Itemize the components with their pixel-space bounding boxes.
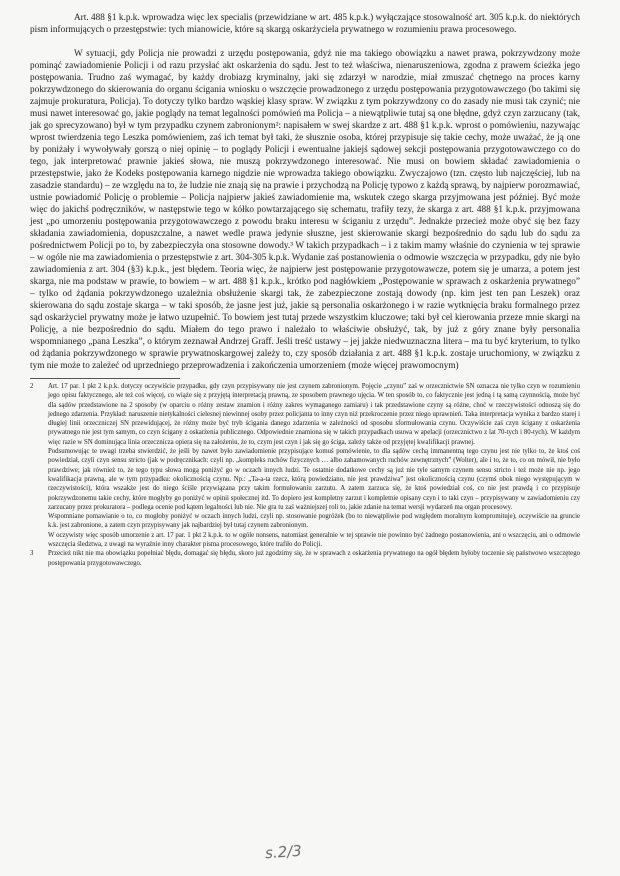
footnote-paragraph: Podsumowując te uwagi trzeba stwierdzić, że jeśli by nawet było zawiadomienie przypisujące komuś pomówienie, to dla sądów cechą immanentną tego czynu jest nie tylko to, że ktoś coś powiedział, czyli czyn sensu stricto (jak w podręcznikach: czyli np. „kompleks ruchów fizycznych … albo zahamowanych ruchów zewnętrznych” (Wolter), ale i to, że to, co on mówił, nie było prawdziwe; jak również to, że tego typu słowa mogą poniżyć go w oczach innych ludzi. Te ostatnie dodatkowe cechy są już nie tyle samym czynem sensu stricto i też może nie np. jego kwalifikacja prawną, ale w tym przypadku: okolicznością czynu. Np.: „Ta-a-ta rzecz, którą powiedziano, nie jest prawdziwa” jest okolicznością czynu (czymś obok niego występującym w rzeczywistości), która wszakże jest do niego ściśle przywiązana przy takim formułowaniu zarzutu. A zatem zarzuca się, że ktoś powiedział coś, co nie jest prawdą i co przypisuje pokrzywdzonemu takie cechy, które mogłyby go poniżyć w opinii społecznej itd. To dopiero jest kompletny zarzut i kompletnie opisany czyn i to taki czyn – przypisywany w zawiadomieniu czy zarzucany przez prokuratora – podlega ocenie pod kątem legalności lub nie. Nie gra tu zaś ważniejszej roli to, jakie zdanie na temat wersji wydarzeń ma organ procesowy. [48,448,580,511]
footnote-number: 2 [30,383,34,390]
footnote-paragraph: Przecież nikt nie ma obowiązku popełniać błędu, domagać się błędu, skoro już zgodzimy się, że w sprawach z oskarżenia prywatnego na ogół błędem byłoby toczenie się państwowo wszczętego postępowania przygotowawczego. [48,550,580,567]
body-text [30,12,580,372]
footnote-body [48,549,580,568]
body-paragraph: Art. 488 §1 k.p.k. wprowadza więc lex specialis (przewidziane w art. 485 k.p.k.) wyłączające stosowalność art. 305 k.p.k. do niektórych pism informujących o przestępstwie: tych mianowicie, które są skargą oskarżyciela prywatnego w rozumieniu prawa procesowego. [30,13,580,35]
footnote-paragraph: Wspomniane pomawianie o to, co mogłoby poniżyć w oczach innych ludzi, czyli np. stosowanie pogróżek (bo to niewątpliwie pod względem moralnym kompromituje), oczywiście na gruncie k.k. jest zabronione, a zatem czyn przypisywany jak najbardziej był tutaj czynem zabronionym. [48,513,580,530]
footnote-divider [30,378,180,379]
footnote [30,549,580,568]
body-paragraph: W sytuacji, gdy Policja nie prowadzi z urzędu postępowania, gdyż nie ma takiego obowiązku a nawet prawa, pokrzywdzony może pominąć zawiadomienie Policji i od razu przysłać akt oskarżenia do sądu. Jest to też właściwa, nienaruszeniowa, zgodna z prawem ścieżka jego postępowania. Trudno zaś wymagać, by każdy drobiazg kryminalny, jaki się zdarzył w narodzie, miał zmuszać chętnego na proces karny pokrzywdzonego do skierowania do organu ścigania wniosku o wszczęcie prowadzonego z urzędu postępowania przygotowawczego (bo takimi się zajmuje prokuratura, Policja). To dotyczy tylko bardzo wąskiej klasy spraw. W związku z tym pokrzywdzony co do zasady nie musi tak czynić; nie musi nawet interesować go, jakie poglądy na temat legalności pomówień ma Policja – a niewątpliwie tutaj są one błędne, gdyż czyn zarzucany (tak, jak go sprecyzowano) był w tym przypadku czynem zabronionym²: napisałem w swej skardze z art. 488 §1 k.p.k. wprost o pomówieniu, nazywając wprost twierdzenia tego Leszka pomówieniem, zaś ich temat był taki, że słusznie osoba, której przypisuje się takie cechy, może uważać, że ją one by poniżały i wywoływały gorszą o niej opinię – to poglądy Policji i ewentualne jakiejś sądowej sekcji postępowania przygotowawczego co do tego, jak interpretować prawnie jakieś słowa, nie muszą pokrzywdzonego interesować. Nie musi on bowiem składać zawiadomienia o przestępstwie, jako że Kodeks postępowania karnego nigdzie nie wprowadza takiego obowiązku. Zwyczajowo (tzn. często lub najczęściej, lub na zasadzie standardu) – ze względu na to, że ludzie nie znają się na prawie i przychodzą na Policję typowo z każdą sprawą, by najpierw porozmawiać, ustnie powiadomić Policję o problemie – Policja najpierw jakieś zawiadomienie ma, wskutek czego skarga przyjmowana jest później. Być może więc do jakichś podręczników, w następstwie tego w kółko powtarzającego się schematu, trafiły tezy, że skarga z art. 488 §1 k.p.k. przyjmowana jest „po umorzeniu postępowania przygotowawczego z powodu braku interesu w ściganiu z urzędu”. Jednakże przecież może obyć się bez fazy składania zawiadomienia, dopuszczalne, a nawet wedle prawa jedynie słuszne, jest skierowanie skargi bezpośrednio do sądu lub do sądu za pośrednictwem Policji po to, by zabezpieczyła ona stosowne dowody.³ W takich przypadkach – i z takim mamy właśnie do czynienia w tej sprawie – w ogóle nie ma zawiadomienia o przestępstwie z art. 304-305 k.p.k. Wydanie zaś postanowienia o odmowie wszczęcia w przypadku, gdy nie było zawiadomienia z art. 304 (§3) k.p.k., jest błędem. Teoria więc, że najpierw jest postępowanie przygotowawcze, potem się je umarza, a potem jest skarga, nie ma podstaw w prawie, to bowiem – w art. 488 §1 k.p.k., krótko pod nagłówkiem „Postępowanie w sprawach z oskarżenia prywatnego” – tylko od żądania pokrzywdzonego uzależnia obsłużenie skargi tak, że zabezpieczone zostają dowody (np. kim jest ten pan Leszek) oraz skierowana do sądu zostaje skarga – w taki sposób, że jasne jest już, jakie są personalia oskarżonego i w razie wytknięcia braku formalnego przez sąd oskarżyciel prywatny może je łatwo uzupełnić. To bowiem jest tutaj przede wszystkim kluczowe; taki był cel kierowania przeze mnie skargi na Policję, a nie bezpośrednio do sądu. Miałem do tego prawo i należało to właściwie obsłużyć, tak, by już z góry znane były personalia wspomnianego „pana Leszka”, o którym zeznawał Andrzej Graff. Jeśli treść ustawy – jej jakże niedwuznaczna litera – ma tu być kryterium, to tylko od żądania pokrzywdzonego w sprawie prywatnoskargowej zależy to, czy sposób działania z art. 488 §1 k.p.k. zostaje uruchomiony, w związku z tym nie może to zależeć od uprzedniego przeprowadzenia i zakończenia umorzeniem (może więcej prawomocnym) [30,49,580,371]
paragraph-gap [30,36,580,48]
footnote [30,382,580,549]
footnote-number: 3 [30,550,34,558]
handwritten-page-number: s.2/3 [264,841,303,863]
footnotes [30,382,580,568]
footnote-paragraph: Art. 17 par. 1 pkt 2 k.p.k. dotyczy oczywiście przypadku, gdy czyn przypisywany nie jest czynem zabronionym. Pojęcie „czynu” zaś w orzecznictwie SN oznacza nie tylko czyn w rozumieniu jego opisu faktycznego, ale też coś więcej, co wiąże się z przyjętą interpretacją prawną, ze sposobem prawnego ujęcia. W ten sposób to, co faktycznie jest jedną i tą samą czynnością, może być dla sądów przedstawione na 2 sposoby (w oparciu o różny zestaw znamion i różny zakres wymaganego zamiaru) i tak przedstawione czyny są różne, choć w rzeczywistości odnoszą się do jednego zdarzenia. Przykład: naruszenie nietykalności cielesnej niewinnej osoby przez policjanta to inny czyn niż przekroczenie przez niego uprawnień. Taka interpretacja wynika z bardzo starej i długiej linii orzeczniczej SN przewidującej, że różny może być tryb ścigania danego zdarzenia w zależności od sposobu sformułowania czynu. Oczywiście zaś czyn ścigany z oskarżenia prywatnego nie jest tym samym, co czyn ścigany z oskarżenia publicznego. Odpowiednie znamiona się w takich przypadkach usuwa w apelacji (orzecznictwo z lat 70-tych i 80-tych). W każdym więc razie w SN dominująca linia orzecznicza opiera się na założeniu, że to, czym jest czyn i jak się go ściga, zależy także od przyjętej kwalifikacji prawnej. [48,383,580,446]
footnote-paragraph: W oczywisty więc sposób umorzenie z art. 17 par. 1 pkt 2 k.p.k. to w ogóle nonsens, natomiast generalnie w tej sprawie nie powinno być żadnego postanowienia, ani o wszczęciu, ani o odmowie wszczęcia śledztwa, z uwagi na wyraźnie inny charakter pisma procesowego, które trafiło do Policji. [48,531,580,549]
footnote-body [48,382,580,549]
